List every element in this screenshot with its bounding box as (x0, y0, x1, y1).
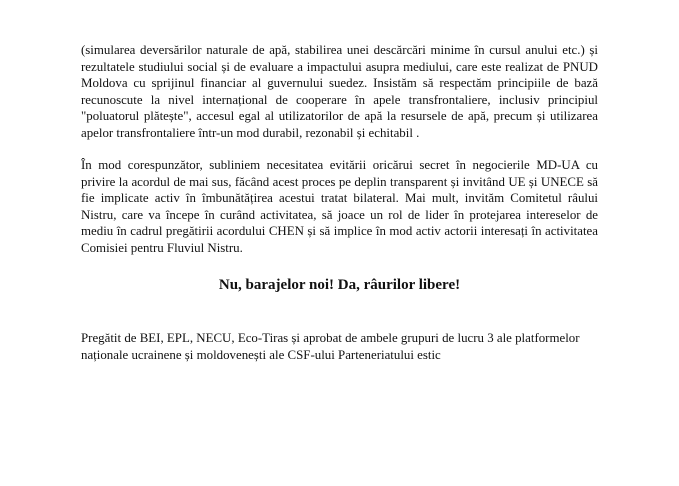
slogan-heading: Nu, barajelor noi! Da, râurilor libere! (218, 277, 461, 293)
body-paragraph-2: În mod corespunzător, subliniem necesitatea evitării oricărui secret în negocierile MD-UA cu privire la acordul de mai sus, făcând acest proces pe deplin transparent și invitând UE și UNECE să fie implicate activ în îmbunătățirea acestui tratat bilateral. Mai mult, invităm Comitetul râului Nistru, care va începe în curând activitatea, să joace un rol de lider în protejarea intereselor de mediu în cadrul pregătirii acordului CHEN și să implice în mod activ actorii interesați în activitatea Comisiei pentru Fluviul Nistru. (81, 158, 598, 255)
prepared-by-note: Pregătit de BEI, EPL, NECU, Eco-Tiras și aprobat de ambele grupuri de lucru 3 ale platformelor naționale ucrainene și moldovenești ale CSF-ului Parteneriatului estic (81, 331, 580, 362)
body-paragraph-1: (simularea deversărilor naturale de apă, stabilirea unei descărcări minime în cursul anului etc.) și rezultatele studiului social și de evaluare a impactului asupra mediului, care este realizat de PNUD Moldova cu sprijinul financiar al guvernului suedez. Insistăm să respectăm principiile de bază recunoscute la nivel internațional de cooperare în apele transfrontaliere, inclusiv principiul "poluatorul plătește", accesul egal al utilizatorilor de apă la resursele de apă, precum și utilizarea apelor transfrontaliere într-un mod durabil, rezonabil și echitabil . (81, 43, 598, 140)
